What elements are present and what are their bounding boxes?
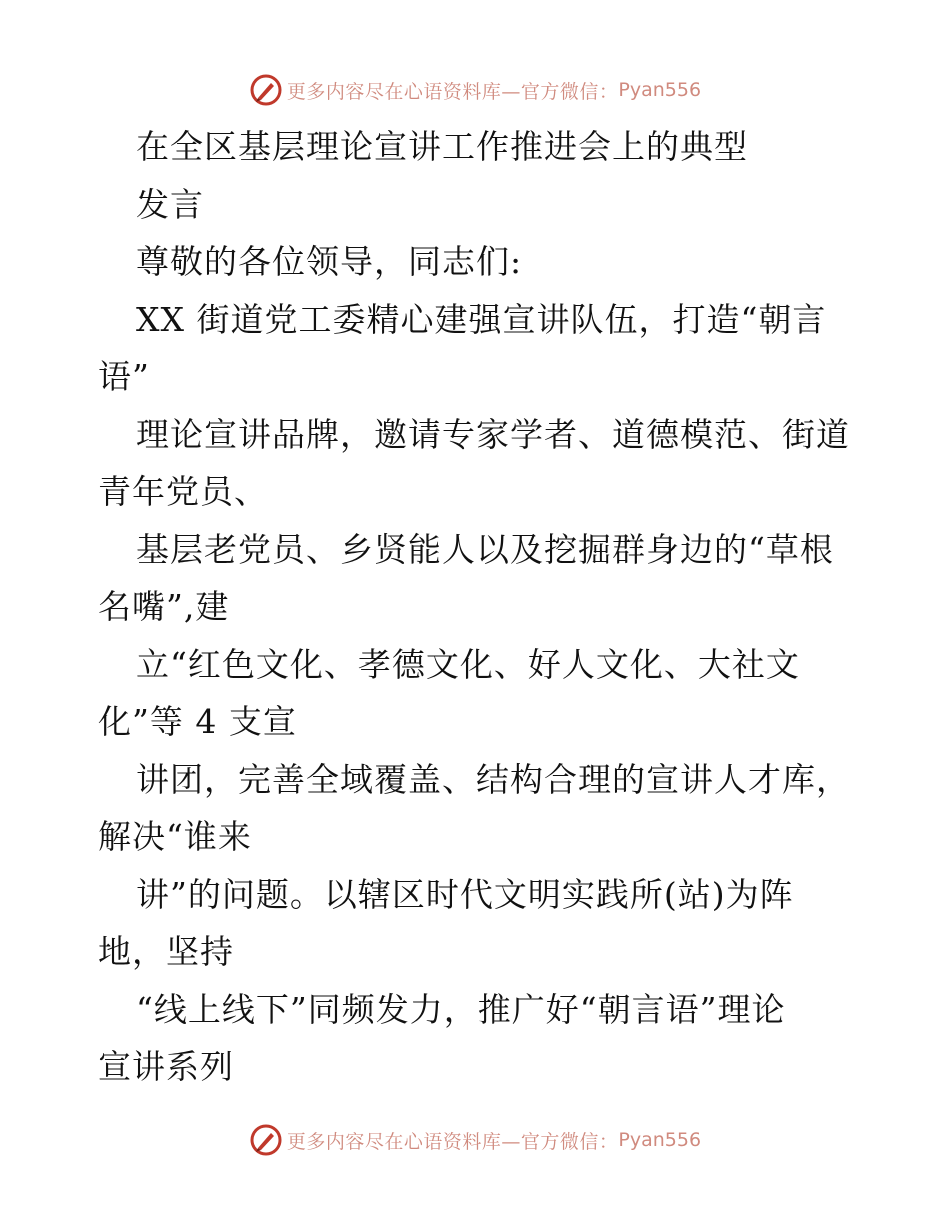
doc-line: 尊敬的各位领导，同志们: — [136, 242, 523, 281]
pen-logo-icon — [249, 1123, 283, 1157]
doc-line: 解决“谁来 — [98, 817, 252, 856]
doc-line: 化”等 4 支宣 — [98, 702, 297, 741]
doc-line: 青年党员、 — [98, 472, 268, 511]
doc-line: 在全区基层理论宣讲工作推进会上的典型 — [136, 127, 748, 166]
doc-line: 讲”的问题。以辖区时代文明实践所(站)为阵 — [136, 874, 794, 914]
watermark-text: 更多内容尽在心语资料库—官方微信： — [286, 80, 619, 103]
pen-logo-icon — [249, 73, 283, 107]
doc-line: 名嘴”,建 — [98, 587, 230, 626]
doc-line: 语” — [98, 357, 150, 396]
doc-line: 基层老党员、乡贤能人以及挖掘群身边的“草根 — [136, 529, 834, 569]
doc-line: 发言 — [136, 184, 204, 224]
doc-line: “线上线下”同频发力，推广好“朝言语”理论 — [136, 989, 786, 1029]
watermark-text: 更多内容尽在心语资料库—官方微信： — [286, 1130, 619, 1153]
doc-line: XX 街道党工委精心建强宣讲队伍，打造“朝言 — [136, 299, 827, 339]
doc-line: 地，坚持 — [98, 932, 234, 971]
watermark-id: Pyan556 — [618, 79, 702, 101]
document-body — [98, 118, 858, 1096]
watermark-header — [0, 70, 950, 110]
doc-line: 理论宣讲品牌，邀请专家学者、道德模范、街道 — [136, 414, 850, 454]
doc-line: 立“红色文化、孝德文化、好人文化、大社文 — [136, 644, 800, 684]
watermark-footer — [0, 1120, 950, 1160]
watermark-id: Pyan556 — [618, 1129, 702, 1151]
doc-line: 宣讲系列 — [98, 1047, 234, 1086]
doc-line: 讲团，完善全域覆盖、结构合理的宣讲人才库， — [136, 759, 850, 799]
